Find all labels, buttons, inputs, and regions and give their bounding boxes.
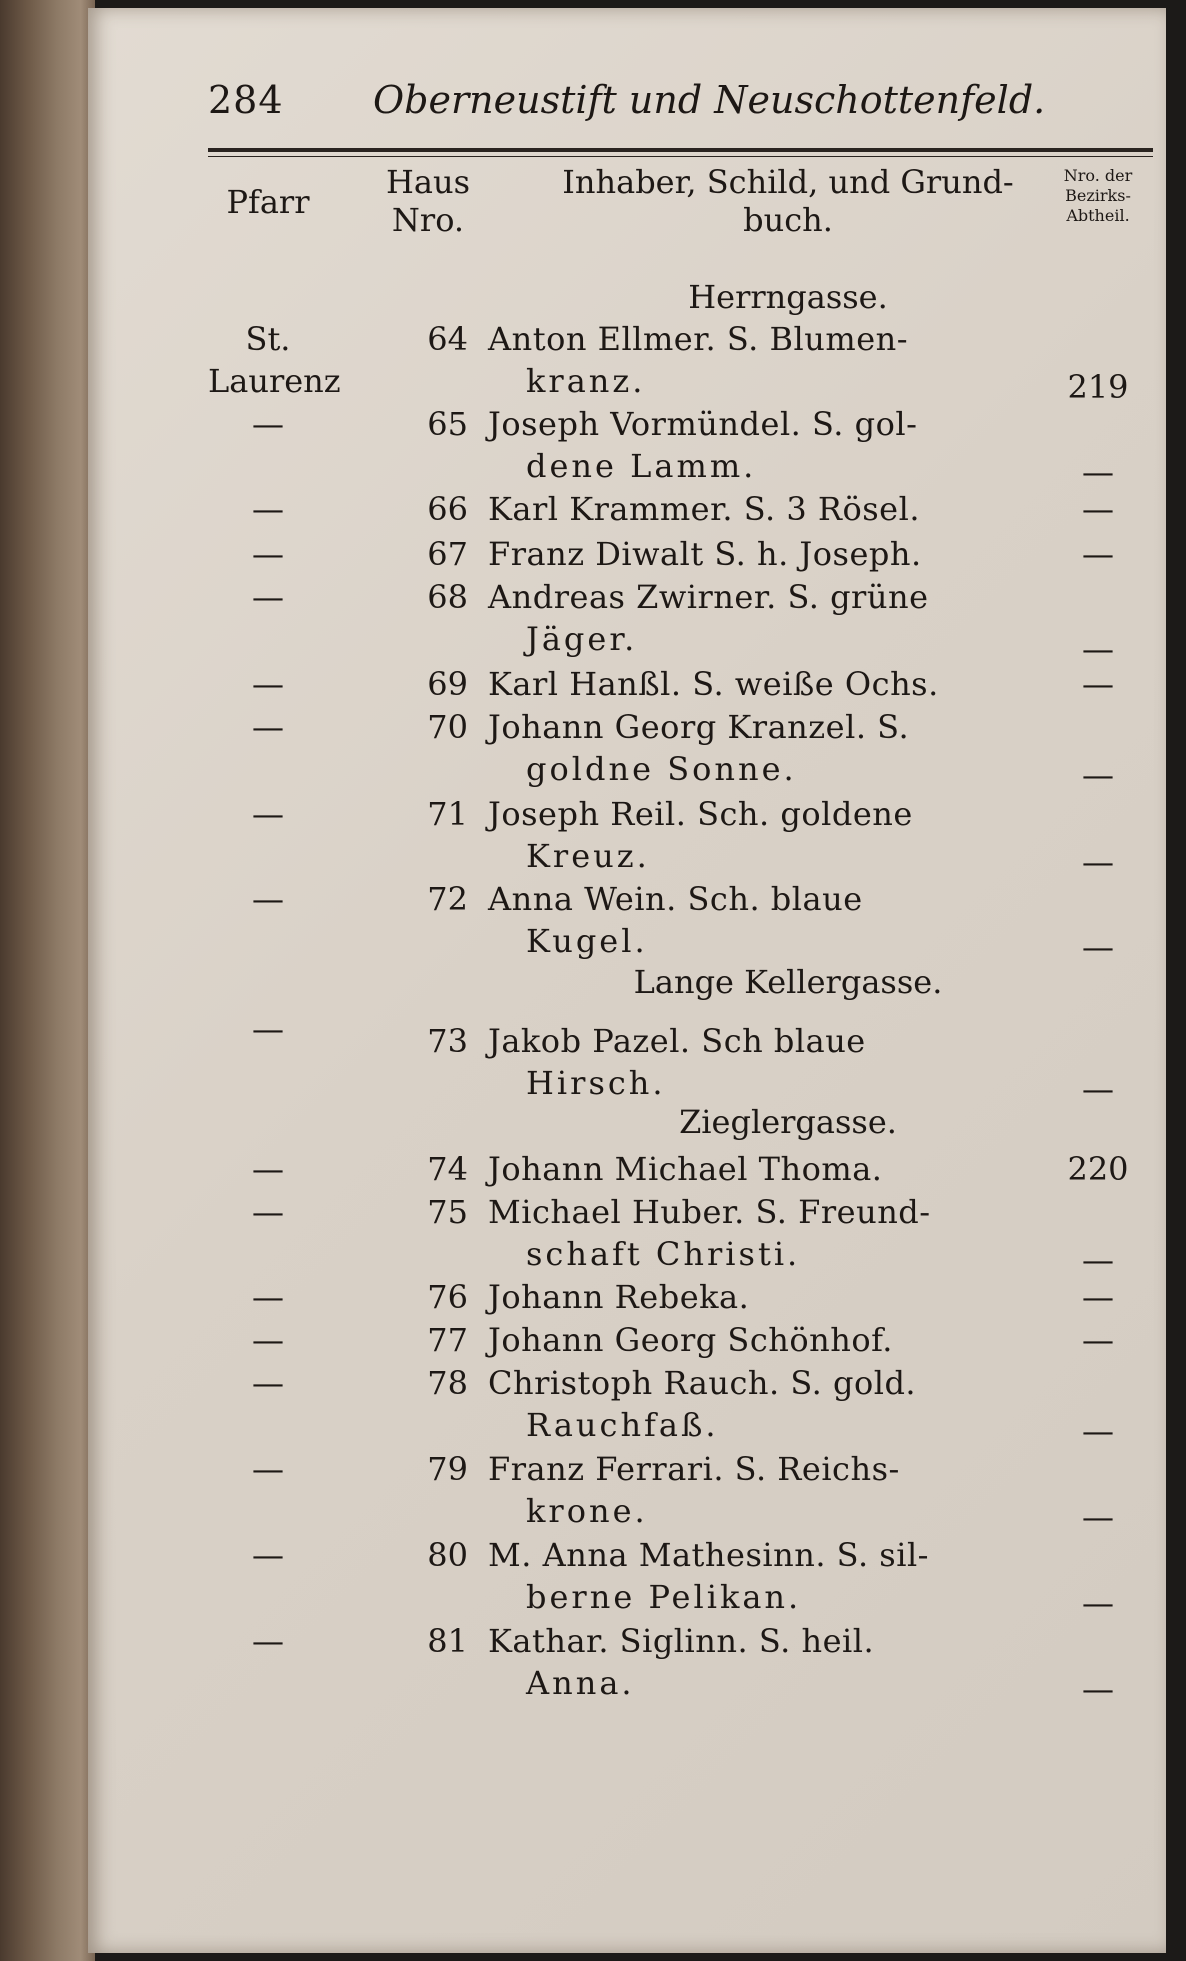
house-number: 74 xyxy=(427,1150,468,1188)
header-haus-label: Haus xyxy=(385,163,470,201)
district-number: — xyxy=(1082,1321,1114,1359)
owner-line1: Anna Wein. Sch. blaue xyxy=(488,880,863,918)
owner-line2: goldne Sonne. xyxy=(526,750,797,788)
district-number: — xyxy=(1082,756,1114,794)
pfarr-value-line2: Laurenz xyxy=(208,362,341,400)
house-number: 80 xyxy=(427,1536,468,1574)
owner-cell xyxy=(488,1448,1088,1532)
district-number: — xyxy=(1082,1412,1114,1450)
owner-line1: Franz Diwalt S. h. Joseph. xyxy=(488,535,922,573)
owner-cell xyxy=(488,576,1088,660)
pfarr-value: — xyxy=(252,535,284,573)
owner-cell xyxy=(488,1362,1088,1446)
house-number: 72 xyxy=(427,880,468,918)
house-number: 67 xyxy=(427,535,468,573)
house-number: 77 xyxy=(427,1321,468,1359)
owner-line2: Jäger. xyxy=(526,620,638,658)
page-title: Oberneustift und Neuschottenfeld. xyxy=(373,78,1046,122)
owner-cell xyxy=(488,663,1088,705)
district-number: — xyxy=(1082,1241,1114,1279)
street-heading-lange-kellergasse: Lange Kellergasse. xyxy=(633,963,943,1001)
house-number: 70 xyxy=(427,708,468,746)
owner-line2: Hirsch. xyxy=(526,1064,666,1102)
house-number: 75 xyxy=(427,1193,468,1231)
header-bezirk-line3: Abtheil. xyxy=(1066,206,1130,225)
district-number: — xyxy=(1082,630,1114,668)
owner-cell xyxy=(488,1620,1088,1704)
street-heading-herrngasse: Herrngasse. xyxy=(688,278,888,316)
owner-line2: Kreuz. xyxy=(526,837,650,875)
district-number: — xyxy=(1082,843,1114,881)
owner-cell xyxy=(488,1191,1088,1275)
book-edge xyxy=(0,0,95,1961)
owner-line2: dene Lamm. xyxy=(526,447,757,485)
pfarr-value: — xyxy=(252,1536,284,1574)
owner-cell xyxy=(488,403,1088,487)
owner-line2: Anna. xyxy=(526,1664,635,1702)
house-number: 78 xyxy=(427,1364,468,1402)
owner-line2: Kugel. xyxy=(526,922,648,960)
owner-line2: berne Pelikan. xyxy=(526,1578,802,1616)
owner-line1: Johann Georg Schönhof. xyxy=(488,1321,893,1359)
pfarr-value: — xyxy=(252,578,284,616)
pfarr-value: — xyxy=(252,1278,284,1316)
pfarr-value: — xyxy=(252,1364,284,1402)
pfarr-value: — xyxy=(252,1193,284,1231)
pfarr-value: — xyxy=(252,795,284,833)
pfarr-value: — xyxy=(252,1622,284,1660)
owner-line2: krone. xyxy=(526,1492,648,1530)
header-inhaber xyxy=(488,163,1088,239)
owner-line2: schaft Christi. xyxy=(526,1235,801,1273)
header-bezirk-line2: Bezirks- xyxy=(1065,186,1131,205)
district-number: — xyxy=(1082,490,1114,528)
owner-cell xyxy=(488,1148,1088,1190)
owner-line1: Johann Rebeka. xyxy=(488,1278,750,1316)
pfarr-value: — xyxy=(252,1010,284,1048)
house-number: 69 xyxy=(427,665,468,703)
district-number: — xyxy=(1082,928,1114,966)
district-number: — xyxy=(1082,665,1114,703)
header-inhaber-line1: Inhaber, Schild, und Grund- xyxy=(562,163,1014,201)
owner-line2: kranz. xyxy=(526,362,646,400)
owner-cell xyxy=(488,1319,1088,1361)
owner-line1: Karl Krammer. S. 3 Rösel. xyxy=(488,490,920,528)
header-bezirk-line1: Nro. der xyxy=(1063,166,1133,185)
owner-cell xyxy=(488,488,1088,530)
owner-cell xyxy=(488,533,1088,575)
owner-line1: Anton Ellmer. S. Blumen- xyxy=(488,320,909,358)
house-number: 66 xyxy=(427,490,468,528)
pfarr-value: — xyxy=(252,880,284,918)
owner-cell xyxy=(488,793,1088,877)
pfarr-value: — xyxy=(252,1321,284,1359)
owner-line1: Joseph Vormündel. S. gol- xyxy=(488,405,918,443)
page-header xyxy=(88,78,1166,138)
header-pfarr: Pfarr xyxy=(226,183,310,221)
house-number: 65 xyxy=(427,405,468,443)
district-number: — xyxy=(1082,1070,1114,1108)
owner-line1: M. Anna Mathesinn. S. sil- xyxy=(488,1536,929,1574)
pfarr-value: — xyxy=(252,405,284,443)
owner-line1: Karl Hanßl. S. weiße Ochs. xyxy=(488,665,939,703)
owner-line1: Jakob Pazel. Sch blaue xyxy=(488,1022,866,1060)
house-number: 79 xyxy=(427,1450,468,1488)
pfarr-value: — xyxy=(252,708,284,746)
header-inhaber-line2: buch. xyxy=(743,201,833,239)
owner-cell xyxy=(488,1534,1088,1618)
house-number: 71 xyxy=(427,795,468,833)
owner-line2: Rauchfaß. xyxy=(526,1406,719,1444)
owner-cell xyxy=(488,1020,1088,1104)
house-number: 64 xyxy=(427,320,468,358)
owner-cell xyxy=(488,706,1088,790)
header-bezirk xyxy=(1038,166,1158,226)
owner-line1: Christoph Rauch. S. gold. xyxy=(488,1364,917,1402)
book-page xyxy=(88,8,1166,1953)
street-heading-zieglergasse: Zieglergasse. xyxy=(679,1103,897,1141)
pfarr-value: St. xyxy=(245,320,291,358)
district-number: — xyxy=(1082,453,1114,491)
district-number: 219 xyxy=(1067,368,1129,406)
pfarr-cell xyxy=(208,318,341,402)
owner-line1: Franz Ferrari. S. Reichs- xyxy=(488,1450,900,1488)
district-number: — xyxy=(1082,1278,1114,1316)
district-number: — xyxy=(1082,1498,1114,1536)
house-number: 76 xyxy=(427,1278,468,1316)
pfarr-value: — xyxy=(252,490,284,528)
header-haus xyxy=(378,163,478,239)
owner-line1: Michael Huber. S. Freund- xyxy=(488,1193,931,1231)
owner-cell xyxy=(488,318,1088,402)
district-number: — xyxy=(1082,1670,1114,1708)
header-rule-thin xyxy=(208,156,1153,157)
pfarr-value: — xyxy=(252,665,284,703)
house-number: 73 xyxy=(427,1022,468,1060)
district-number: — xyxy=(1082,1584,1114,1622)
owner-line1: Johann Michael Thoma. xyxy=(488,1150,883,1188)
page-number: 284 xyxy=(208,78,284,122)
owner-line1: Kathar. Siglinn. S. heil. xyxy=(488,1622,875,1660)
owner-line1: Andreas Zwirner. S. grüne xyxy=(488,578,929,616)
house-number: 81 xyxy=(427,1622,468,1660)
pfarr-value: — xyxy=(252,1150,284,1188)
owner-cell xyxy=(488,1276,1088,1318)
house-number: 68 xyxy=(427,578,468,616)
pfarr-value: — xyxy=(252,1450,284,1488)
district-number: — xyxy=(1082,535,1114,573)
owner-line1: Joseph Reil. Sch. goldene xyxy=(488,795,913,833)
owner-cell xyxy=(488,878,1088,962)
header-rule xyxy=(208,148,1153,152)
header-nro-label: Nro. xyxy=(391,201,465,239)
district-number: 220 xyxy=(1067,1150,1129,1188)
owner-line1: Johann Georg Kranzel. S. xyxy=(488,708,910,746)
